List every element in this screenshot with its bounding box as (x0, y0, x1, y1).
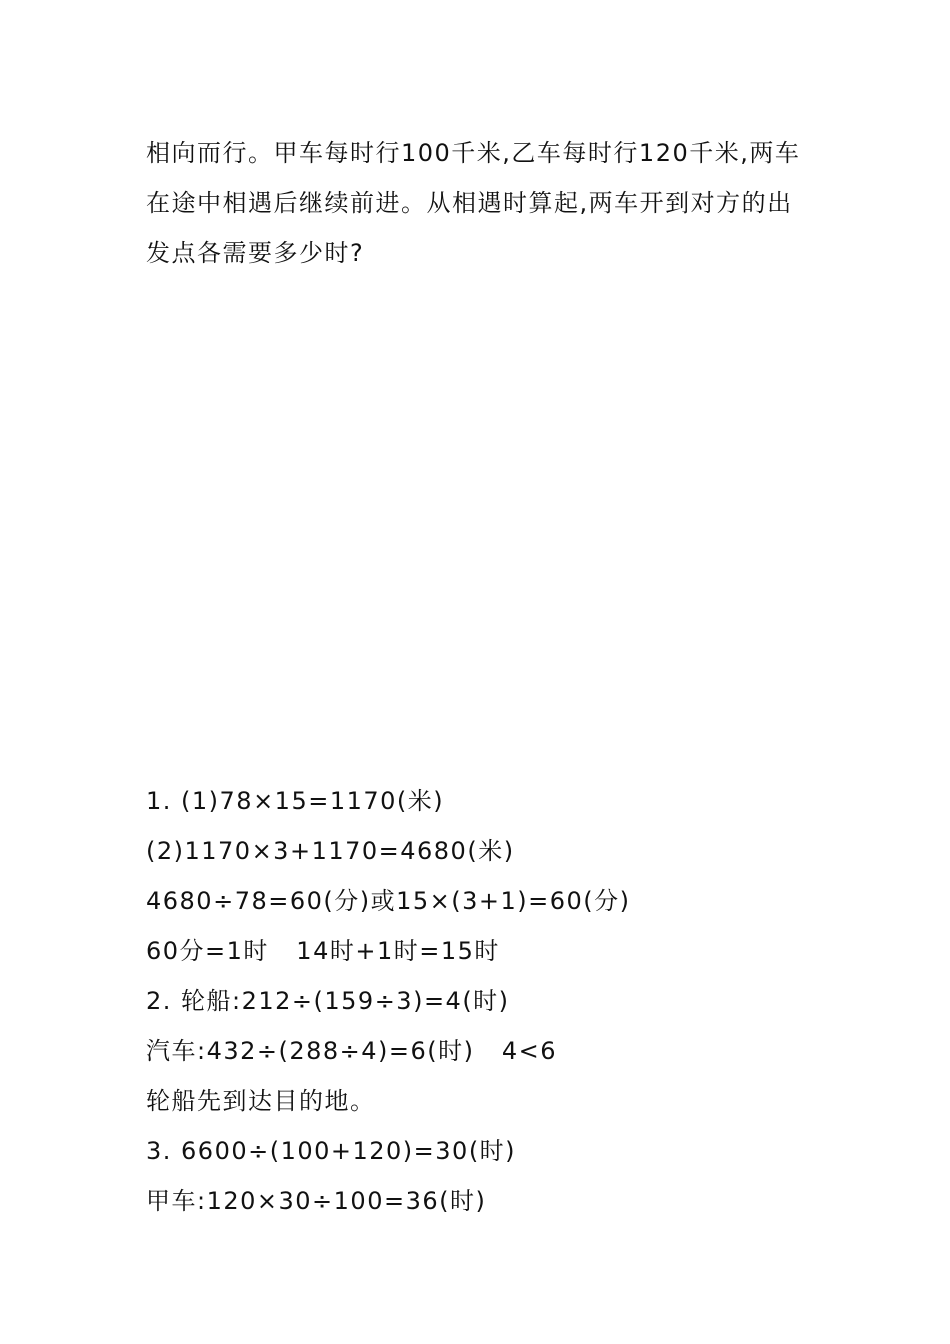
answer-line-6: 汽车:432÷(288÷4)=6(时) 4<6 (146, 1037, 558, 1065)
question-line-3: 发点各需要多少时? (146, 239, 365, 267)
question-text (146, 128, 846, 278)
answer-line-4: 60分=1时 14时+1时=15时 (146, 937, 500, 965)
question-line-2: 在途中相遇后继续前进。从相遇时算起,两车开到对方的出 (146, 189, 793, 217)
answer-line-1: 1. (1)78×15=1170(米) (146, 787, 445, 815)
answer-line-7: 轮船先到达目的地。 (146, 1087, 376, 1115)
answer-line-2: (2)1170×3+1170=4680(米) (146, 837, 515, 865)
answer-line-8: 3. 6600÷(100+120)=30(时) (146, 1137, 517, 1165)
question-line-1: 相向而行。甲车每时行100千米,乙车每时行120千米,两车 (146, 139, 801, 167)
answer-line-3: 4680÷78=60(分)或15×(3+1)=60(分) (146, 887, 631, 915)
answer-line-5: 2. 轮船:212÷(159÷3)=4(时) (146, 987, 510, 1015)
answer-line-9: 甲车:120×30÷100=36(时) (146, 1187, 487, 1215)
answer-key (146, 776, 846, 1226)
